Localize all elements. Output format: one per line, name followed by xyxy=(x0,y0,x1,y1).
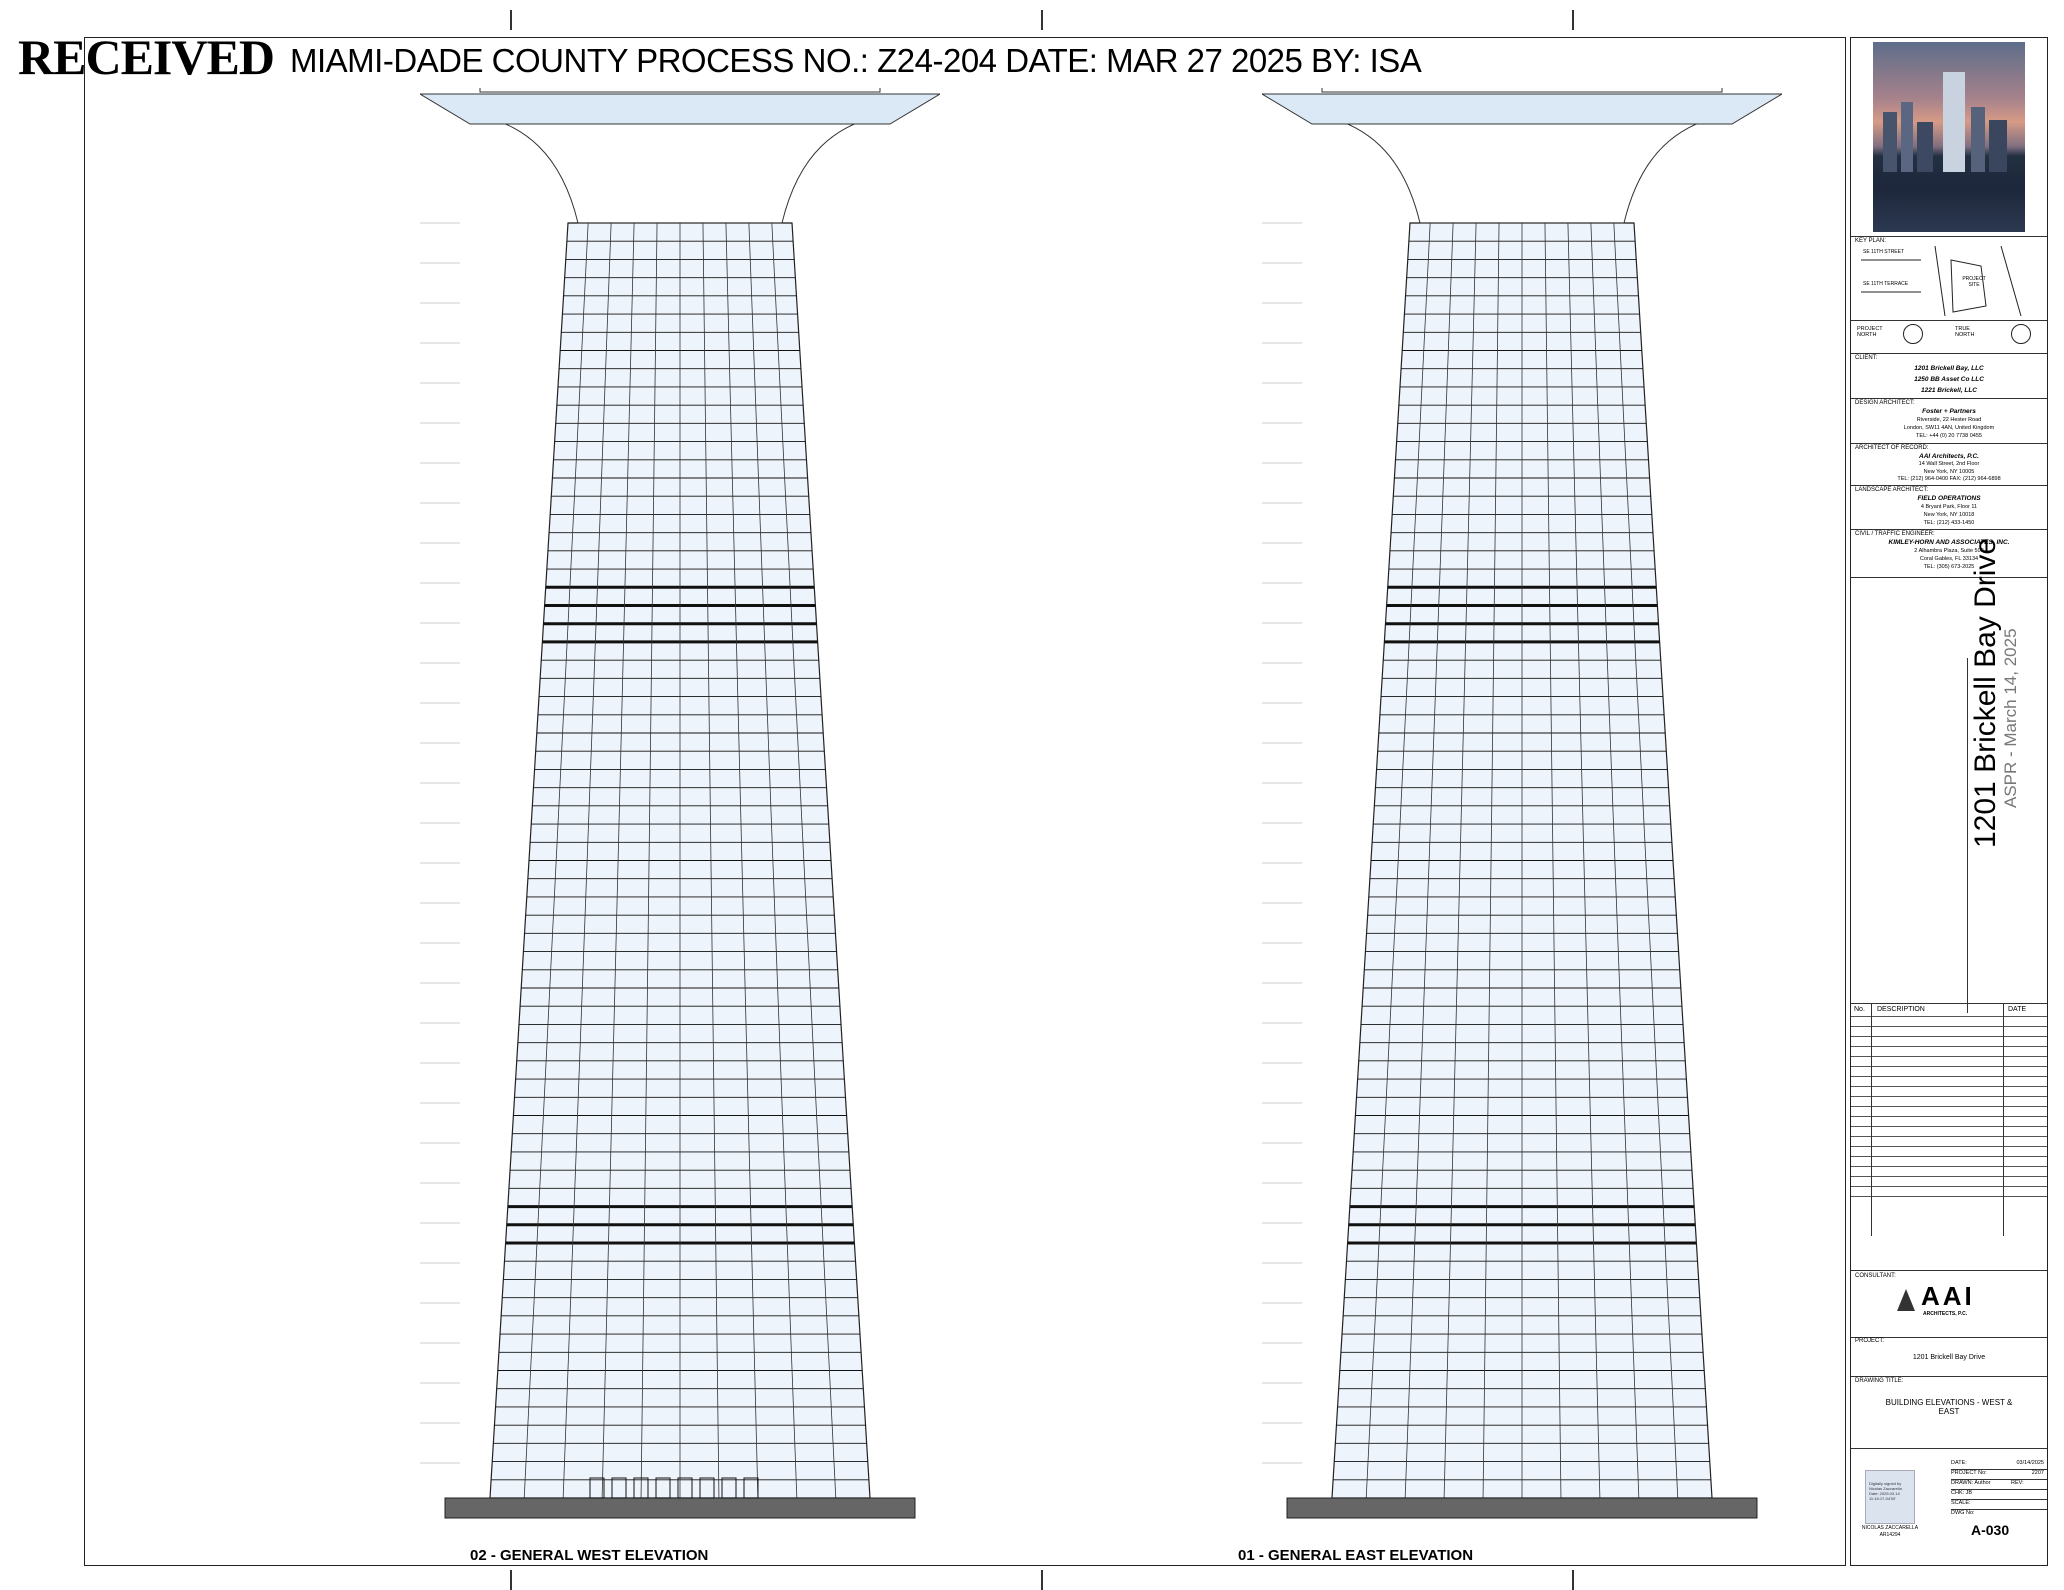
project-rendering-image xyxy=(1873,42,2025,232)
grid-tick xyxy=(1041,10,1043,30)
client-line: 1201 Brickell Bay, LLC xyxy=(1914,365,1984,372)
client-cell xyxy=(1851,353,2047,399)
civil-address: 2 Alhambra Plaza, Suite 500 xyxy=(1914,548,1984,554)
revision-no-header: No. xyxy=(1854,1006,1865,1013)
project-no-value: 2207 xyxy=(2031,1470,2044,1476)
civil-engineer-cell xyxy=(1851,529,2047,578)
project-value: 1201 Brickell Bay Drive xyxy=(1912,1354,1986,1361)
east-elevation-caption: 01 - GENERAL EAST ELEVATION xyxy=(1238,1547,1474,1564)
seal-name: NICOLAS ZACCARELLA xyxy=(1861,1525,1919,1531)
consultant-cell xyxy=(1851,1270,2047,1338)
architect-of-record-cell xyxy=(1851,443,2047,486)
aai-logo: AAI xyxy=(1921,1281,1975,1311)
revision-row xyxy=(1851,1116,2047,1117)
revision-row xyxy=(1851,1176,2047,1177)
revision-row xyxy=(1851,1056,2047,1057)
landscape-address: New York, NY 10018 xyxy=(1923,512,1975,518)
ground-base xyxy=(1287,1498,1757,1518)
architect-of-record-name: AAI Architects, P.C. xyxy=(1919,453,1979,460)
key-plan-site: PROJECT SITE xyxy=(1962,276,1986,288)
revision-row xyxy=(1851,1026,2047,1027)
grid-tick xyxy=(1041,1570,1043,1590)
grid-tick xyxy=(510,10,512,30)
crown-parapet xyxy=(480,88,880,92)
crown-outline xyxy=(490,118,870,223)
landscape-label: LANDSCAPE ARCHITECT: xyxy=(1855,487,1929,493)
received-stamp: RECEIVED xyxy=(18,29,274,85)
north-arrows-cell xyxy=(1851,320,2047,354)
project-title-vertical: 1201 Brickell Bay Drive xyxy=(1969,537,2002,848)
dwg-label: DWG No: xyxy=(1951,1510,1975,1516)
crown-parapet xyxy=(1322,88,1722,92)
crown-roof xyxy=(1262,94,1782,124)
title-block xyxy=(1850,37,2048,1566)
revision-row xyxy=(1851,1046,2047,1047)
revision-row xyxy=(1851,1016,2047,1017)
rendering-cell xyxy=(1851,38,2047,237)
key-plan-street: SE 11TH STREET xyxy=(1863,249,1905,255)
revision-divider xyxy=(1871,1004,1872,1236)
file-path-note xyxy=(58,1349,64,1350)
project-north-icon xyxy=(1903,324,1923,344)
sheet-number: A-030 xyxy=(1971,1522,2010,1538)
client-line: 1221 Brickell, LLC xyxy=(1921,387,1977,394)
revision-row xyxy=(1851,1106,2047,1107)
professional-seal xyxy=(1865,1470,1915,1524)
client-label: CLIENT: xyxy=(1855,355,1878,361)
grid-tick xyxy=(1572,1570,1574,1590)
ground-base xyxy=(445,1498,915,1518)
design-architect-phone: TEL: +44 (0) 20 7738 0455 xyxy=(1916,433,1982,439)
revision-row xyxy=(1851,1036,2047,1037)
date-label: DATE: xyxy=(1951,1460,1967,1466)
project-no-label: PROJECT No: xyxy=(1951,1470,1987,1476)
revision-row xyxy=(1851,1156,2047,1157)
drawing-title-value: BUILDING ELEVATIONS - WEST & EAST xyxy=(1885,1398,2013,1416)
key-plan-label: KEY PLAN: xyxy=(1855,238,1886,244)
revision-row xyxy=(1851,1066,2047,1067)
client-line: 1250 BB Asset Co LLC xyxy=(1914,376,1984,383)
drawing-title-label: DRAWING TITLE: xyxy=(1855,1378,1904,1384)
rev-label: REV: xyxy=(2011,1480,2024,1486)
architect-of-record-address: 14 Wall Street, 2nd Floor xyxy=(1918,461,1980,467)
west-elevation-caption: 02 - GENERAL WEST ELEVATION xyxy=(470,1547,709,1564)
civil-name: KIMLEY-HORN AND ASSOCIATES, INC. xyxy=(1888,539,2010,546)
civil-phone: TEL: (305) 673-2025 xyxy=(1923,564,1975,570)
design-architect-label: DESIGN ARCHITECT: xyxy=(1855,400,1915,406)
project-label: PROJECT: xyxy=(1855,1338,1885,1344)
chk-value: JB xyxy=(1965,1490,1973,1496)
key-plan-street: SE 11TH TERRACE xyxy=(1863,281,1909,287)
crown-roof xyxy=(420,94,940,124)
grid-tick xyxy=(510,1570,512,1590)
aai-logo-icon xyxy=(1897,1289,1915,1311)
revision-row xyxy=(1851,1086,2047,1087)
design-architect-name: Foster + Partners xyxy=(1922,408,1976,415)
seal-number: AR14294 xyxy=(1879,1532,1901,1538)
east-elevation-drawing xyxy=(1262,88,1782,1548)
revision-row xyxy=(1851,1126,2047,1127)
civil-address: Coral Gables, FL 33134 xyxy=(1919,556,1979,562)
revision-row xyxy=(1851,1136,2047,1137)
crown-outline xyxy=(1332,118,1712,223)
revision-row xyxy=(1851,1076,2047,1077)
true-north-label: TRUE NORTH xyxy=(1955,326,1975,338)
aai-logo-subtitle: ARCHITECTS, P.C. xyxy=(1923,1311,1968,1317)
revision-row xyxy=(1851,1146,2047,1147)
landscape-architect-cell xyxy=(1851,485,2047,530)
key-plan-cell xyxy=(1851,236,2047,321)
project-cell xyxy=(1851,1336,2047,1377)
process-number-header: MIAMI-DADE COUNTY PROCESS NO.: Z24-204 DATE: MAR 27 2025 BY: ISA xyxy=(290,42,1422,79)
drawn-value: Author xyxy=(1974,1480,1991,1486)
date-value: 03/14/2025 xyxy=(2016,1460,2044,1466)
consultant-label: CONSULTANT: xyxy=(1855,1273,1896,1279)
chk-label: CHK: xyxy=(1951,1490,1965,1496)
seal-signature-text: Digitally signed by Nicolas Zaccarella Date: 2025.03.14 11:16:17-04'00' xyxy=(1869,1481,1902,1501)
design-architect-address: London, SW11 4AN, United Kingdom xyxy=(1903,425,1995,431)
sheet-info xyxy=(1951,1460,2047,1540)
revision-table xyxy=(1851,1003,2047,1236)
revision-row xyxy=(1851,1196,2047,1197)
west-elevation-drawing xyxy=(420,88,940,1548)
civil-label: CIVIL / TRAFFIC ENGINEER: xyxy=(1855,531,1935,537)
revision-description-header: DESCRIPTION xyxy=(1877,1006,1925,1013)
architect-of-record-label: ARCHITECT OF RECORD: xyxy=(1855,445,1929,451)
landscape-phone: TEL: (212) 433-1450 xyxy=(1923,520,1975,526)
title-rule xyxy=(1967,658,1968,1013)
revision-row xyxy=(1851,1096,2047,1097)
revision-divider xyxy=(2003,1004,2004,1236)
drawn-label: DRAWN: xyxy=(1951,1480,1974,1486)
project-north-label: PROJECT NORTH xyxy=(1857,326,1883,338)
landscape-name: FIELD OPERATIONS xyxy=(1917,495,1981,502)
design-architect-cell xyxy=(1851,398,2047,444)
revision-date-header: DATE xyxy=(2008,1006,2027,1013)
revision-row xyxy=(1851,1166,2047,1167)
revision-row xyxy=(1851,1186,2047,1187)
design-architect-address: Riverside, 22 Hester Road xyxy=(1916,417,1982,423)
landscape-address: 4 Bryant Park, Floor 11 xyxy=(1920,504,1978,510)
architect-of-record-phone: TEL: (212) 964-0400 FAX: (212) 964-6898 xyxy=(1897,476,2001,482)
project-subtitle-vertical: ASPR - March 14, 2025 xyxy=(2001,628,2020,808)
architect-of-record-address: New York, NY 10005 xyxy=(1923,469,1975,475)
grid-tick xyxy=(1572,10,1574,30)
drawing-title-cell xyxy=(1851,1376,2047,1449)
true-north-icon xyxy=(2011,324,2031,344)
scale-label: SCALE: xyxy=(1951,1500,1971,1506)
